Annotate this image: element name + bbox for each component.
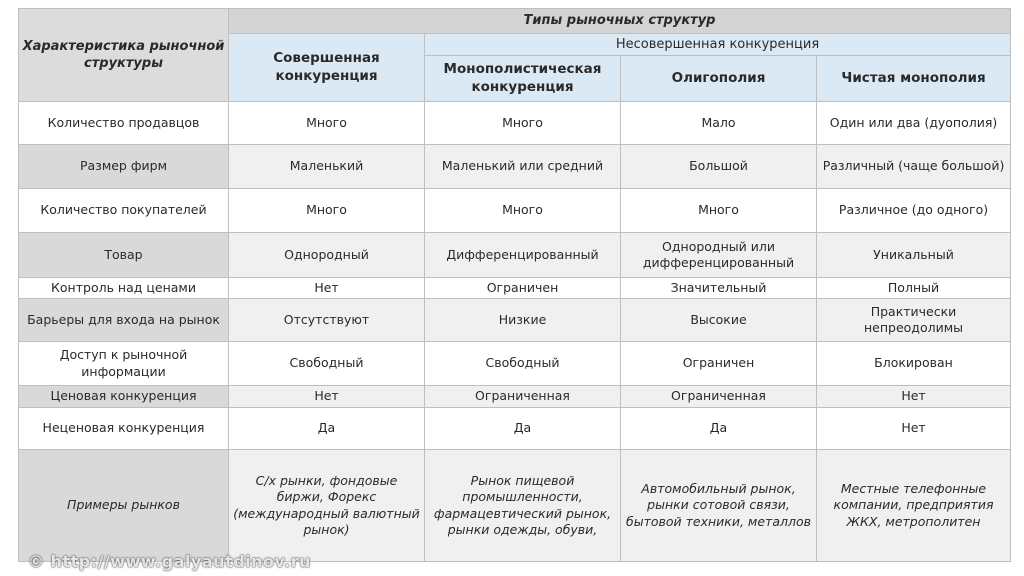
table-row <box>19 189 1011 233</box>
table-cell: Различный (чаще большой) <box>817 145 1011 189</box>
table-cell: Один или два (дуополия) <box>817 102 1011 145</box>
table-cell: Различное (до одного) <box>817 189 1011 233</box>
table-row <box>19 408 1011 450</box>
row-label: Барьеры для входа на рынок <box>19 299 229 342</box>
table-cell: Уникальный <box>817 233 1011 278</box>
table-cell: Местные телефонные компании, предприятия ЖКХ, метрополитен <box>817 450 1011 562</box>
row-label: Примеры рынков <box>19 450 229 562</box>
table-cell: Да <box>621 408 817 450</box>
type-pure-monopoly: Чистая монополия <box>817 56 1011 102</box>
row-label: Неценовая конкуренция <box>19 408 229 450</box>
table-row <box>19 233 1011 278</box>
table-cell: Маленький <box>229 145 425 189</box>
types-title: Типы рыночных структур <box>229 9 1011 34</box>
row-label: Ценовая конкуренция <box>19 386 229 408</box>
table-cell: Ограниченная <box>621 386 817 408</box>
type-perfect-competition: Совершенная конкуренция <box>229 34 425 102</box>
market-structures-table <box>18 8 1011 562</box>
table-row <box>19 299 1011 342</box>
row-label: Размер фирм <box>19 145 229 189</box>
row-label: Контроль над ценами <box>19 278 229 299</box>
table-cell: Много <box>229 102 425 145</box>
table-cell: Нет <box>817 408 1011 450</box>
table-cell: Полный <box>817 278 1011 299</box>
table-cell: Практически непреодолимы <box>817 299 1011 342</box>
type-oligopoly: Олигополия <box>621 56 817 102</box>
header-row-1 <box>19 9 1011 34</box>
row-label: Доступ к рыночной информации <box>19 342 229 386</box>
characteristic-header: Характеристика рыночной структуры <box>19 9 229 102</box>
table-cell: Большой <box>621 145 817 189</box>
table-cell: Однородный или дифференцированный <box>621 233 817 278</box>
watermark: © http://www.galyautdinov.ru <box>28 552 311 571</box>
row-label: Товар <box>19 233 229 278</box>
row-label: Количество продавцов <box>19 102 229 145</box>
table-cell: С/х рынки, фондовые биржи, Форекс (международный валютный рынок) <box>229 450 425 562</box>
table-cell: Да <box>425 408 621 450</box>
table-row <box>19 342 1011 386</box>
table-cell: Высокие <box>621 299 817 342</box>
table-cell: Рынок пищевой промышленности, фармацевтический рынок, рынки одежды, обуви, <box>425 450 621 562</box>
table-cell: Много <box>621 189 817 233</box>
table-cell: Однородный <box>229 233 425 278</box>
table-row <box>19 450 1011 562</box>
table-cell: Свободный <box>229 342 425 386</box>
table-cell: Автомобильный рынок, рынки сотовой связи, бытовой техники, металлов <box>621 450 817 562</box>
table-cell: Нет <box>817 386 1011 408</box>
market-structures-table-wrapper <box>18 8 1010 562</box>
table-cell: Много <box>425 102 621 145</box>
table-cell: Да <box>229 408 425 450</box>
table-cell: Свободный <box>425 342 621 386</box>
type-monopolistic-competition: Монополистическая конкуренция <box>425 56 621 102</box>
table-row <box>19 386 1011 408</box>
table-cell: Нет <box>229 386 425 408</box>
table-row <box>19 145 1011 189</box>
table-cell: Много <box>229 189 425 233</box>
table-cell: Отсутствуют <box>229 299 425 342</box>
table-cell: Мало <box>621 102 817 145</box>
table-cell: Ограничен <box>425 278 621 299</box>
table-cell: Дифференцированный <box>425 233 621 278</box>
table-cell: Маленький или средний <box>425 145 621 189</box>
table-row <box>19 102 1011 145</box>
imperfect-competition-title: Несовершенная конкуренция <box>425 34 1011 56</box>
table-cell: Низкие <box>425 299 621 342</box>
table-row <box>19 278 1011 299</box>
table-cell: Много <box>425 189 621 233</box>
table-cell: Блокирован <box>817 342 1011 386</box>
table-cell: Ограничен <box>621 342 817 386</box>
row-label: Количество покупателей <box>19 189 229 233</box>
table-cell: Ограниченная <box>425 386 621 408</box>
table-cell: Нет <box>229 278 425 299</box>
table-cell: Значительный <box>621 278 817 299</box>
